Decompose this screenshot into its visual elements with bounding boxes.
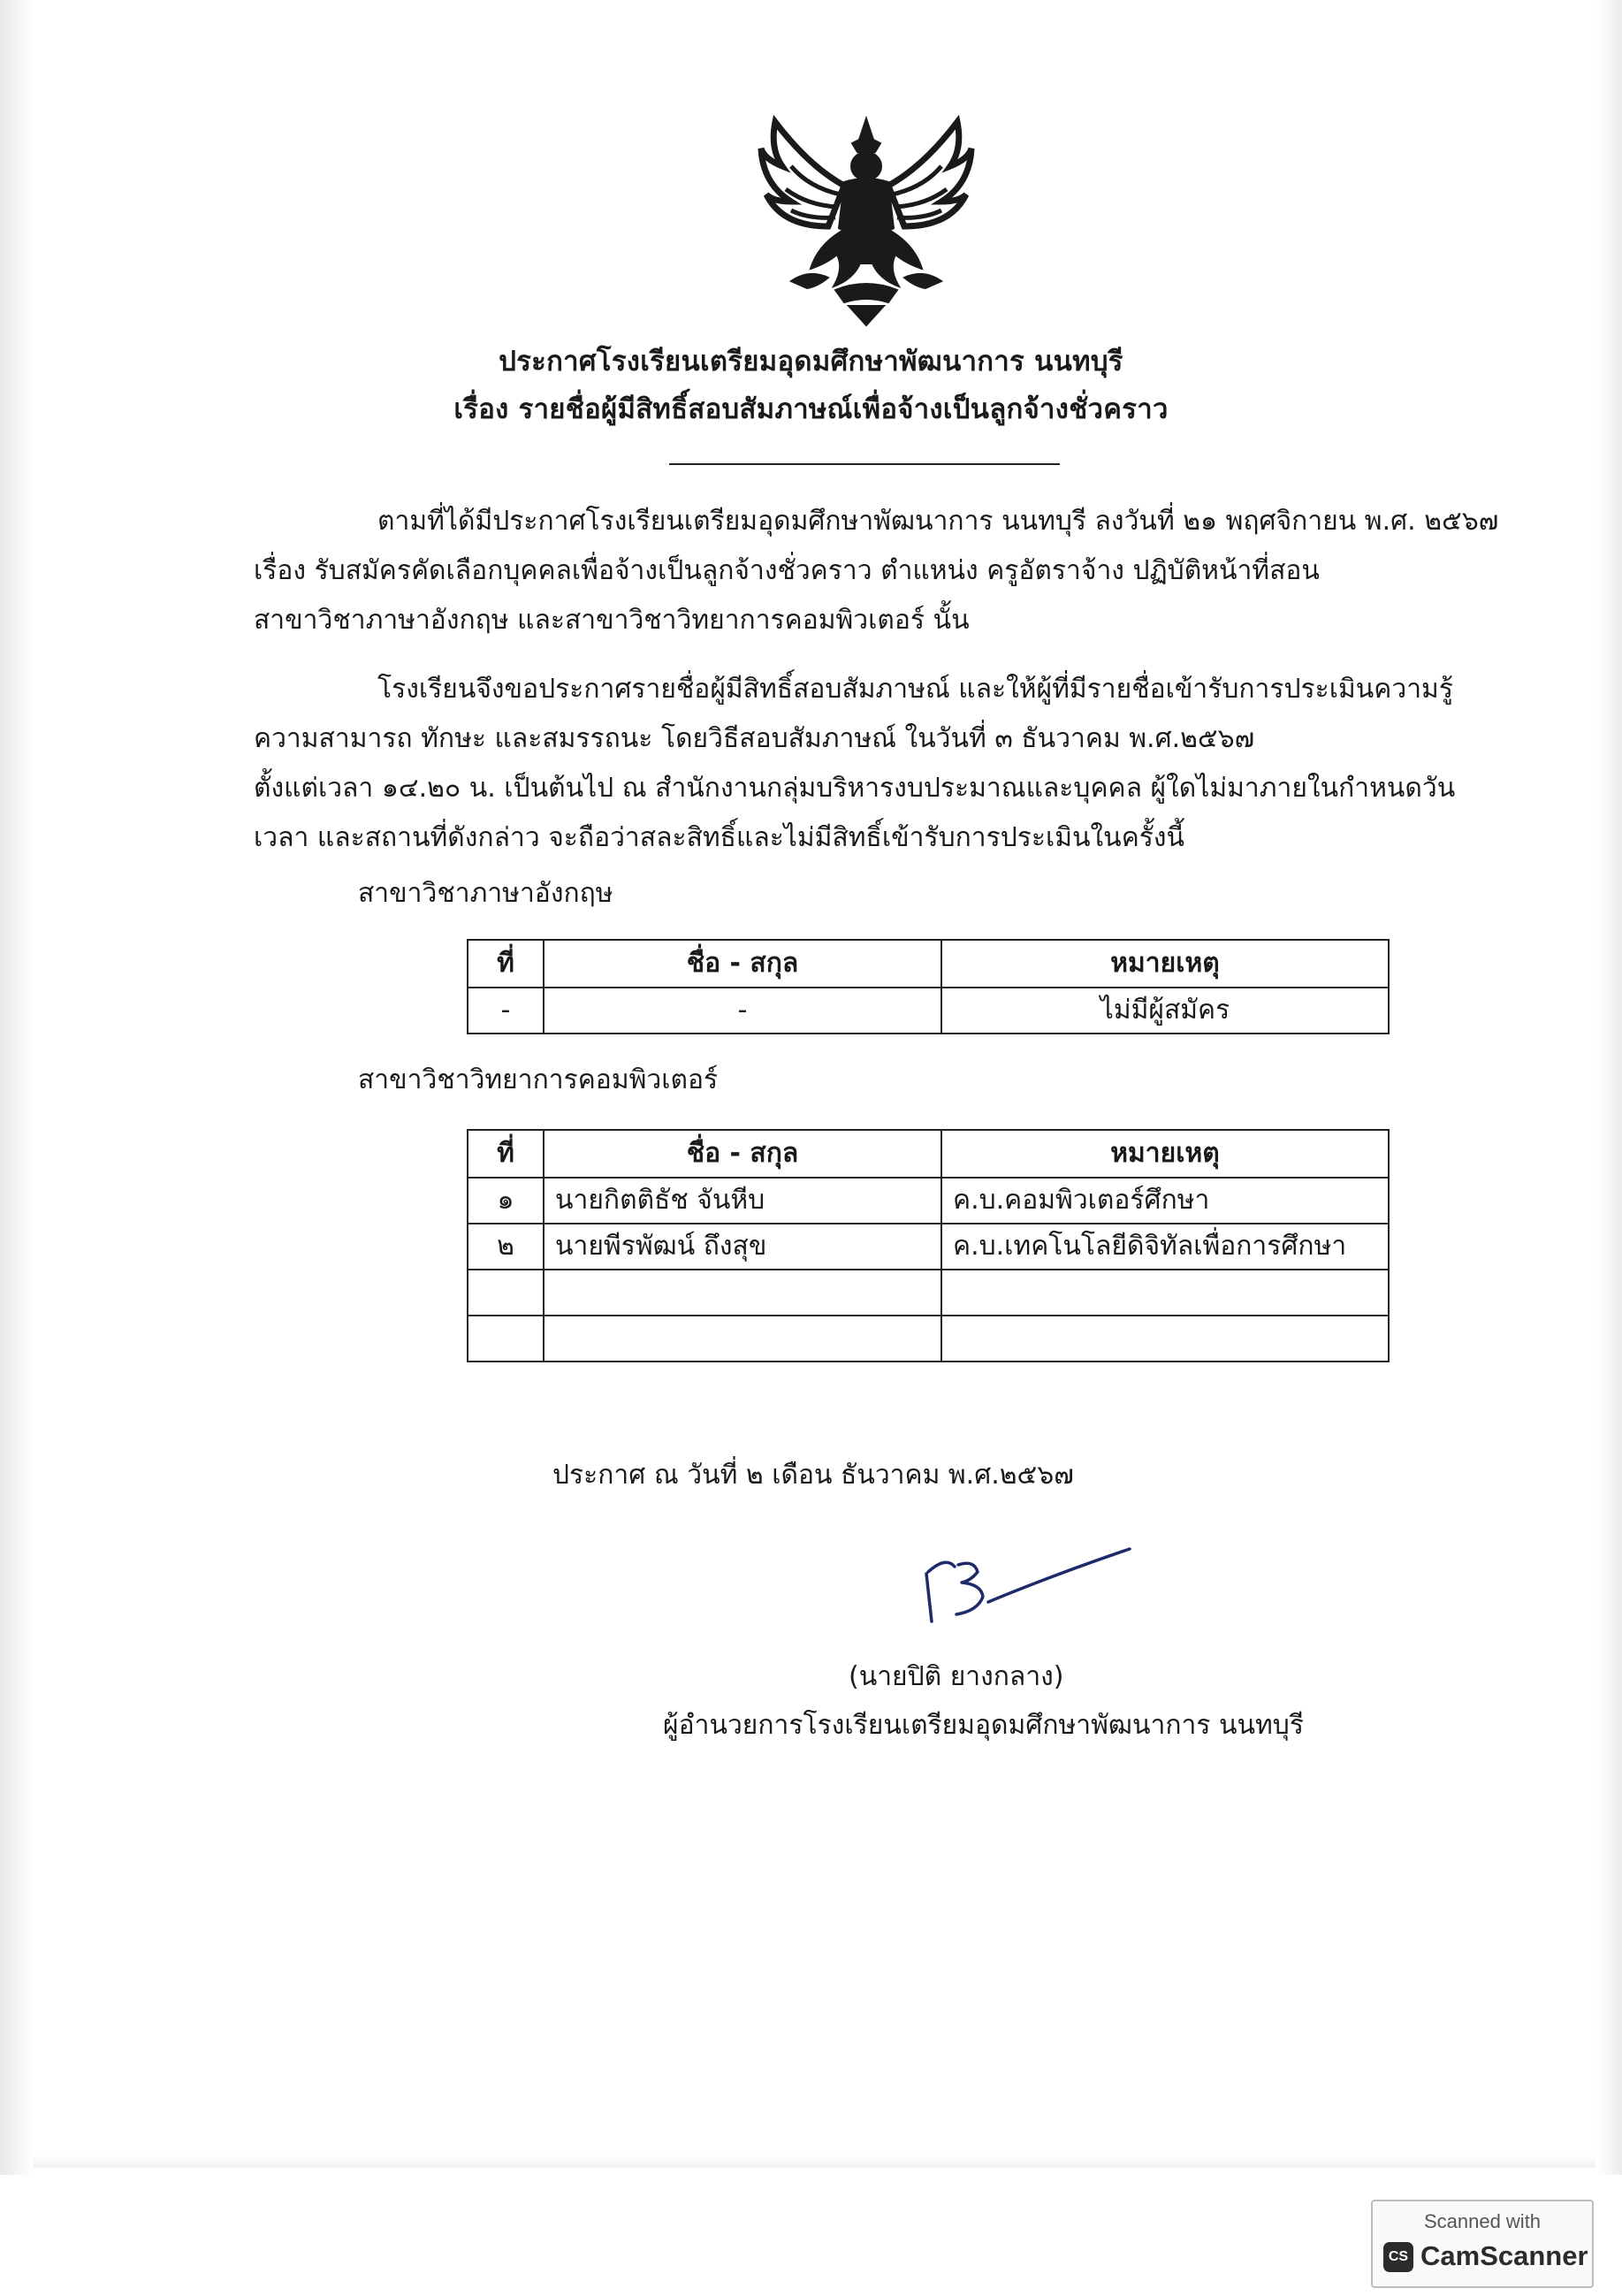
cell-note — [941, 1270, 1389, 1316]
watermark-brand: CamScanner — [1420, 2240, 1588, 2271]
cell-name: นายพีรพัฒน์ ถึงสุข — [544, 1224, 941, 1270]
header-name: ชื่อ - สกุล — [544, 940, 941, 988]
cell-name — [544, 1316, 941, 1362]
table-row-empty — [468, 1270, 1389, 1316]
cell-name: นายกิตติธัช จันหีบ — [544, 1178, 941, 1224]
table-row-empty — [468, 1316, 1389, 1362]
header-note: หมายเหตุ — [941, 1130, 1389, 1178]
signature-mark — [919, 1540, 1131, 1629]
paragraph-line: โรงเรียนจึงขอประกาศรายชื่อผู้มีสิทธิ์สอบสัมภาษณ์ และให้ผู้ที่มีรายชื่อเข้ารับการประเมินความรู้ — [377, 674, 1453, 705]
announcement-subject: เรื่อง รายชื่อผู้มีสิทธิ์สอบสัมภาษณ์เพื่อจ้างเป็นลูกจ้างชั่วคราว — [453, 393, 1169, 425]
camscanner-watermark — [1371, 2200, 1594, 2288]
paragraph-reference — [254, 497, 1499, 645]
table-header-row — [468, 940, 1389, 988]
title-divider — [669, 463, 1060, 465]
announcement-date: ประกาศ ณ วันที่ ๒ เดือน ธันวาคม พ.ศ.๒๕๖๗ — [552, 1460, 1074, 1491]
header-name: ชื่อ - สกุล — [544, 1130, 941, 1178]
paragraph-line: เรื่อง รับสมัครคัดเลือกบุคคลเพื่อจ้างเป็นลูกจ้างชั่วคราว ตำแหน่ง ครูอัตราจ้าง ปฏิบัติหน้าที่สอน — [254, 555, 1320, 586]
header-no: ที่ — [468, 1130, 544, 1178]
section-label-english: สาขาวิชาภาษาอังกฤษ — [358, 878, 613, 909]
cell-no: - — [468, 988, 544, 1034]
watermark-caption: Scanned with — [1423, 2210, 1542, 2232]
signer-position: ผู้อำนวยการโรงเรียนเตรียมอุดมศึกษาพัฒนาการ นนทบุรี — [663, 1710, 1304, 1741]
paragraph-line: ตั้งแต่เวลา ๑๔.๒๐ น. เป็นต้นไป ณ สำนักงานกลุ่มบริหารงบประมาณและบุคคล ผู้ใดไม่มาภายในกำหนดวัน — [254, 773, 1456, 804]
cell-note: ค.บ.เทคโนโลยีดิจิทัลเพื่อการศึกษา — [941, 1224, 1389, 1270]
garuda-emblem-icon — [756, 113, 977, 330]
computer-candidates-table — [467, 1129, 1390, 1362]
cell-name: - — [544, 988, 941, 1034]
paragraph-line: สาขาวิชาภาษาอังกฤษ และสาขาวิชาวิทยาการคอมพิวเตอร์ นั้น — [254, 605, 970, 636]
paragraph-line: ตามที่ได้มีประกาศโรงเรียนเตรียมอุดมศึกษาพัฒนาการ นนทบุรี ลงวันที่ ๒๑ พฤศจิกายน พ.ศ. ๒๕๖๗ — [377, 506, 1499, 537]
announcement-title: ประกาศโรงเรียนเตรียมอุดมศึกษาพัฒนาการ นนทบุรี — [499, 346, 1123, 378]
table-header-row — [468, 1130, 1389, 1178]
cell-no: ๑ — [468, 1178, 544, 1224]
scan-edge-left — [0, 0, 34, 2175]
paragraph-details — [254, 665, 1465, 863]
english-candidates-table — [467, 939, 1390, 1034]
table-row — [468, 1224, 1389, 1270]
camscanner-logo-icon: CS — [1383, 2242, 1413, 2272]
header-note: หมายเหตุ — [941, 940, 1389, 988]
paragraph-line: ความสามารถ ทักษะ และสมรรถนะ โดยวิธีสอบสัมภาษณ์ ในวันที่ ๓ ธันวาคม พ.ศ.๒๕๖๗ — [254, 723, 1255, 754]
paragraph-line: เวลา และสถานที่ดังกล่าว จะถือว่าสละสิทธิ์และไม่มีสิทธิ์เข้ารับการประเมินในครั้งนี้ — [254, 822, 1185, 853]
cell-name — [544, 1270, 941, 1316]
table-row — [468, 988, 1389, 1034]
scan-edge-right — [1595, 0, 1622, 2175]
signer-name: (นายปิติ ยางกลาง) — [849, 1661, 1064, 1692]
cell-note: ไม่มีผู้สมัคร — [941, 988, 1389, 1034]
cell-no: ๒ — [468, 1224, 544, 1270]
table-row — [468, 1178, 1389, 1224]
cell-note — [941, 1316, 1389, 1362]
cell-no — [468, 1270, 544, 1316]
cell-note: ค.บ.คอมพิวเตอร์ศึกษา — [941, 1178, 1389, 1224]
section-label-computer: สาขาวิชาวิทยาการคอมพิวเตอร์ — [358, 1064, 719, 1095]
cell-no — [468, 1316, 544, 1362]
header-no: ที่ — [468, 940, 544, 988]
scan-edge-bottom — [34, 2155, 1595, 2168]
